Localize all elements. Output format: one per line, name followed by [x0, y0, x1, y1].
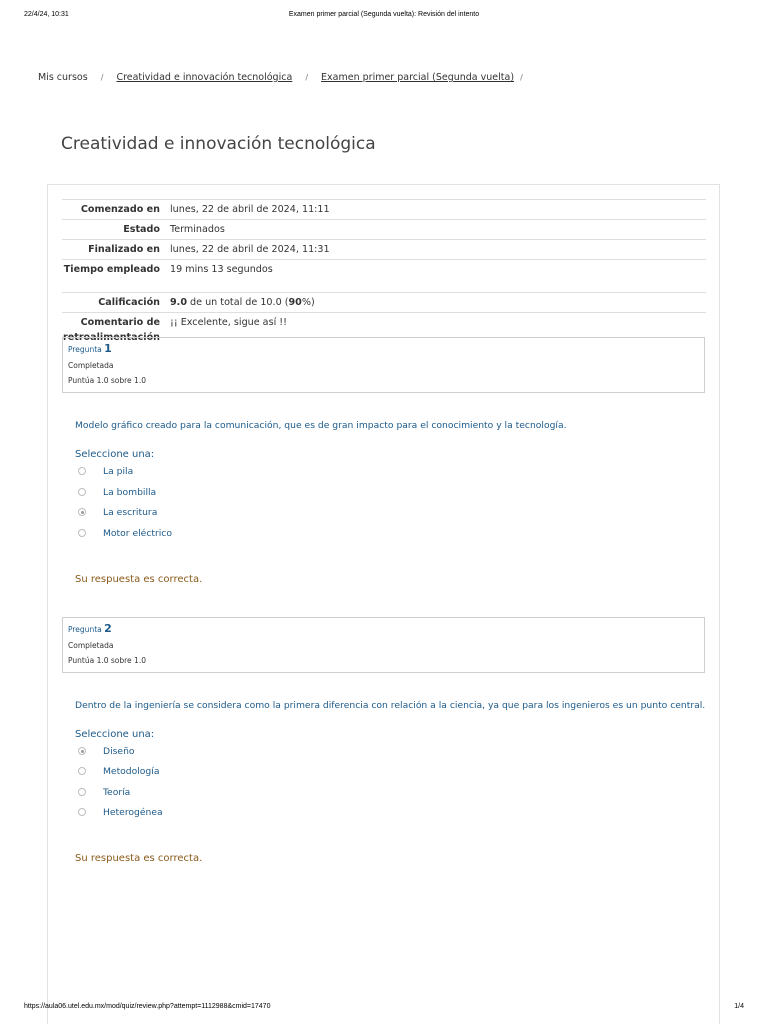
radio-button[interactable] — [78, 788, 86, 796]
radio-button[interactable] — [78, 467, 86, 475]
breadcrumb-separator: / — [305, 73, 309, 82]
answer-option-label: La bombilla — [103, 487, 157, 498]
question-grade: Puntúa 1.0 sobre 1.0 — [68, 656, 146, 665]
answer-option-label: La pila — [103, 466, 134, 477]
print-header — [0, 11, 768, 21]
question-number — [68, 622, 699, 635]
breadcrumb-separator: / — [100, 73, 104, 82]
radio-button[interactable] — [78, 488, 86, 496]
breadcrumb-course-link[interactable]: Creatividad e innovación tecnológica — [116, 72, 293, 83]
breadcrumb — [38, 72, 533, 83]
print-page-number: 1/4 — [734, 1003, 744, 1010]
question-number — [68, 342, 699, 355]
question-prefix: Pregunta — [68, 625, 102, 634]
answer-option-label: Motor eléctrico — [103, 528, 172, 539]
answer-feedback: Su respuesta es correcta. — [75, 853, 203, 864]
answer-option-label: Teoría — [103, 787, 131, 798]
answer-feedback: Su respuesta es correcta. — [75, 574, 203, 585]
breadcrumb-separator: / — [520, 73, 523, 82]
page-title: Creatividad e innovación tecnológica — [61, 134, 376, 154]
grade-percent-close: %) — [301, 297, 315, 308]
summary-row — [62, 220, 706, 240]
answer-prompt: Seleccione una: — [75, 449, 155, 460]
summary-label: Comenzado en — [80, 204, 160, 215]
question-text: Modelo gráfico creado para la comunicación, que es de gran impacto para el conocimiento y la tecnología. — [75, 420, 567, 431]
print-footer — [0, 1003, 768, 1013]
radio-button-selected[interactable] — [78, 747, 86, 755]
summary-label: Finalizado en — [88, 244, 160, 255]
summary-value: ¡¡ Excelente, sigue así !! — [170, 317, 287, 328]
question-grade: Puntúa 1.0 sobre 1.0 — [68, 376, 146, 385]
summary-row — [62, 260, 706, 293]
question-number-value: 2 — [104, 622, 112, 635]
attempt-summary-table — [62, 199, 706, 347]
breadcrumb-exam-link[interactable]: Examen primer parcial (Segunda vuelta) — [321, 72, 515, 83]
radio-button[interactable] — [78, 529, 86, 537]
summary-label: Estado — [123, 224, 160, 235]
answer-option-label: Heterogénea — [103, 807, 163, 818]
print-url: https://aula06.utel.edu.mx/mod/quiz/review.php?attempt=1112988&cmid=17470 — [24, 1003, 271, 1010]
summary-value: lunes, 22 de abril de 2024, 11:31 — [170, 244, 330, 255]
summary-value: 19 mins 13 segundos — [170, 264, 273, 275]
grade-score: 9.0 — [170, 297, 187, 308]
summary-row — [62, 200, 706, 220]
answer-option-label: La escritura — [103, 507, 158, 518]
question-state: Completada — [68, 641, 114, 650]
breadcrumb-mis-cursos[interactable]: Mis cursos — [38, 72, 88, 83]
radio-button[interactable] — [78, 767, 86, 775]
answer-option-label: Diseño — [103, 746, 135, 757]
question-state: Completada — [68, 361, 114, 370]
radio-button-selected[interactable] — [78, 508, 86, 516]
question-info-box — [62, 337, 705, 393]
grade-total: de un total de 10.0 ( — [187, 297, 289, 308]
summary-row — [62, 240, 706, 260]
summary-grade-value — [168, 293, 706, 313]
question-info-box — [62, 617, 705, 673]
summary-label: Calificación — [98, 297, 160, 308]
summary-label: Tiempo empleado — [63, 264, 160, 275]
answer-option-label: Metodología — [103, 766, 160, 777]
summary-value: lunes, 22 de abril de 2024, 11:11 — [170, 204, 330, 215]
question-number-value: 1 — [104, 342, 112, 355]
question-prefix: Pregunta — [68, 345, 102, 354]
summary-label: Comentario de retroalimentación — [63, 317, 160, 343]
print-page-title: Examen primer parcial (Segunda vuelta): Revisión del intento — [288, 11, 480, 18]
radio-button[interactable] — [78, 808, 86, 816]
answer-prompt: Seleccione una: — [75, 729, 155, 740]
print-datetime: 22/4/24, 10:31 — [24, 11, 69, 18]
question-text: Dentro de la ingeniería se considera como la primera diferencia con relación a la ciencia, ya que para los ingenieros es un punto central. — [75, 700, 706, 711]
summary-row — [62, 293, 706, 313]
summary-value: Terminados — [170, 224, 225, 235]
grade-percent: 90 — [288, 297, 302, 308]
